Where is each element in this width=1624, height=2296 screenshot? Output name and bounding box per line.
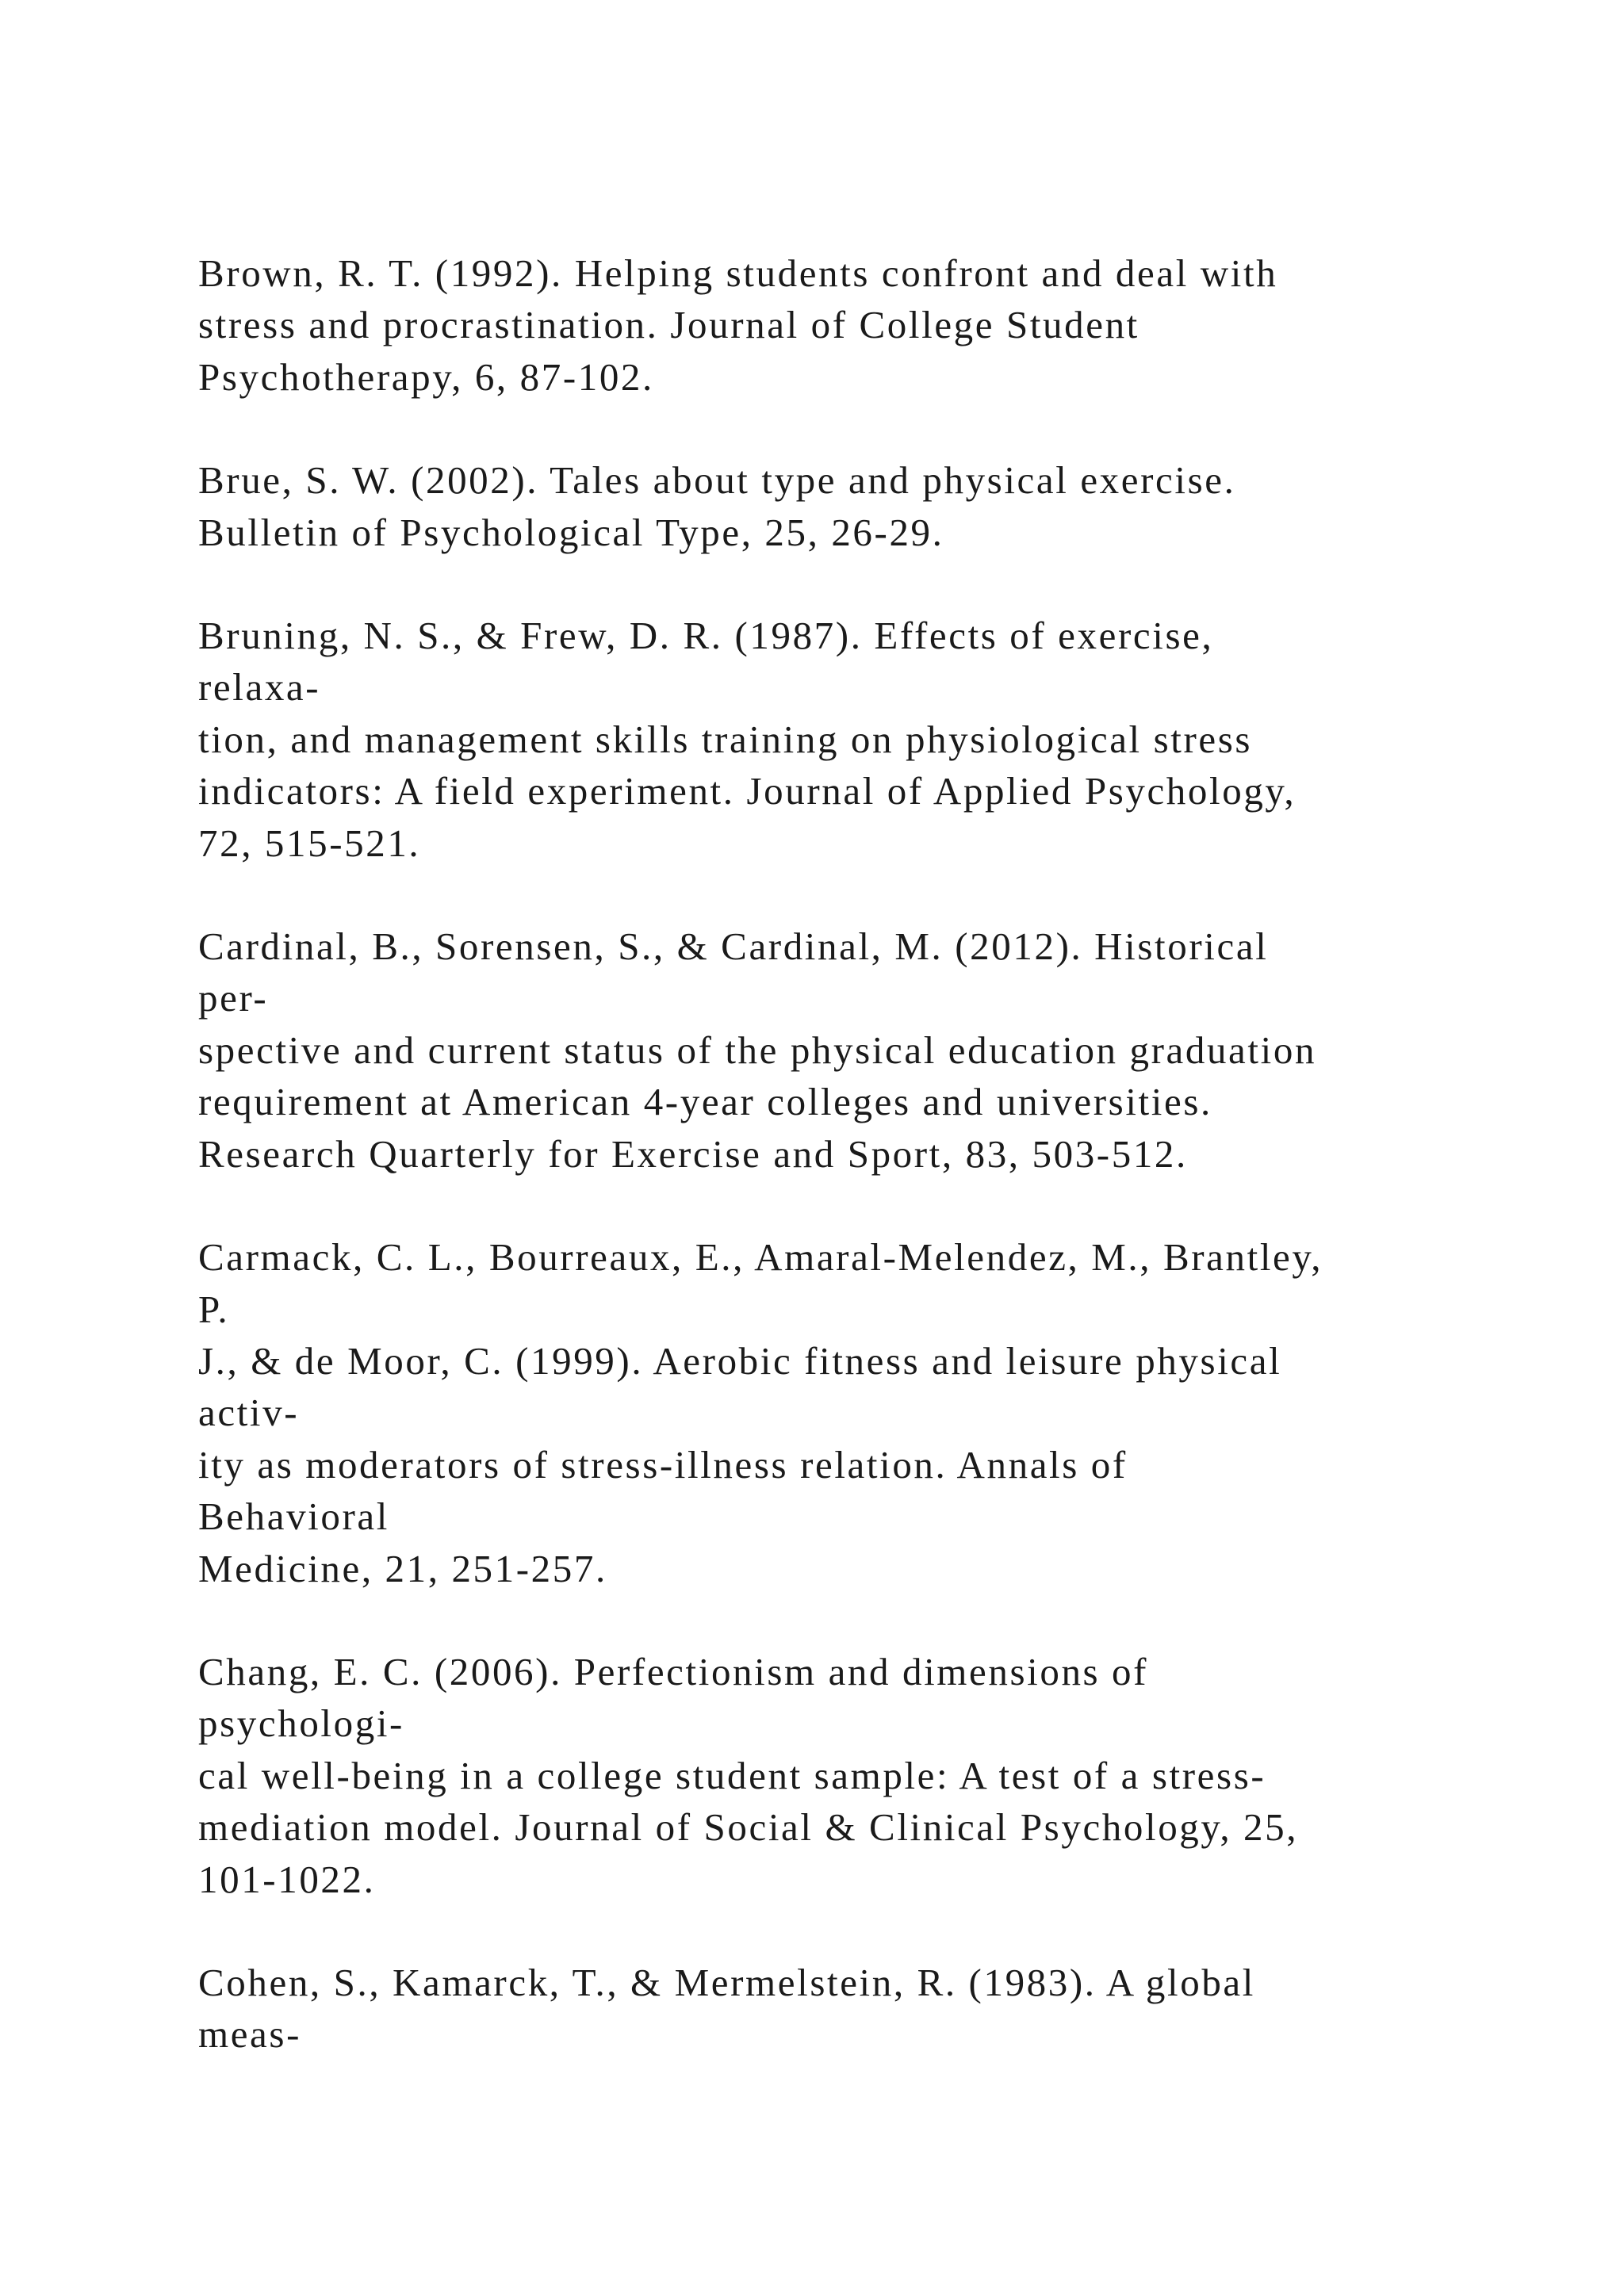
reference-line: meas- bbox=[198, 2012, 301, 2057]
reference-line: psychologi- bbox=[198, 1701, 404, 1746]
reference-line: requirement at American 4-year colleges and universities. bbox=[198, 1080, 1212, 1124]
reference-line: Medicine, 21, 251-257. bbox=[198, 1546, 607, 1590]
reference-entry-brown-1992 bbox=[198, 247, 1546, 403]
reference-line: 72, 515-521. bbox=[198, 821, 421, 865]
reference-line: Behavioral bbox=[198, 1494, 389, 1539]
reference-line: Cohen, S., Kamarck, T., & Mermelstein, R. (1983). A global bbox=[198, 1960, 1255, 2004]
reference-line: Chang, E. C. (2006). Perfectionism and dimensions of bbox=[198, 1649, 1149, 1693]
reference-line: Bulletin of Psychological Type, 25, 26-29. bbox=[198, 510, 944, 554]
reference-line: tion, and management skills training on physiological stress bbox=[198, 717, 1253, 761]
reference-line: activ- bbox=[198, 1391, 300, 1435]
reference-line: relaxa- bbox=[198, 665, 321, 710]
reference-line: 101-1022. bbox=[198, 1857, 376, 1901]
reference-entry-cardinal-2012 bbox=[198, 920, 1546, 1180]
reference-line: P. bbox=[198, 1287, 230, 1331]
reference-line: Research Quarterly for Exercise and Sport, 83, 503-512. bbox=[198, 1131, 1188, 1176]
reference-line: ity as moderators of stress-illness relation. Annals of bbox=[198, 1442, 1128, 1487]
reference-line: indicators: A field experiment. Journal of Applied Psychology, bbox=[198, 769, 1297, 813]
reference-line: Cardinal, B., Sorensen, S., & Cardinal, M. (2012). Historical bbox=[198, 924, 1269, 969]
reference-line: cal well-being in a college student sample: A test of a stress- bbox=[198, 1753, 1266, 1797]
reference-line: Carmack, C. L., Bourreaux, E., Amaral-Melendez, M., Brantley, bbox=[198, 1235, 1323, 1280]
reference-list bbox=[198, 247, 1546, 2112]
reference-line: per- bbox=[198, 976, 269, 1020]
reference-line: J., & de Moor, C. (1999). Aerobic fitness and leisure physical bbox=[198, 1338, 1282, 1383]
reference-line: Brown, R. T. (1992). Helping students confront and deal with bbox=[198, 251, 1278, 295]
reference-line: stress and procrastination. Journal of College Student bbox=[198, 303, 1139, 347]
reference-line: Bruning, N. S., & Frew, D. R. (1987). Effects of exercise, bbox=[198, 614, 1214, 658]
reference-line: Psychotherapy, 6, 87-102. bbox=[198, 354, 654, 399]
reference-entry-brue-2002 bbox=[198, 454, 1546, 558]
reference-entry-chang-2006 bbox=[198, 1646, 1546, 1905]
reference-line: mediation model. Journal of Social & Clinical Psychology, 25, bbox=[198, 1805, 1299, 1850]
reference-line: Brue, S. W. (2002). Tales about type and physical exercise. bbox=[198, 458, 1236, 503]
reference-entry-bruning-1987 bbox=[198, 610, 1546, 869]
reference-entry-cohen-1983 bbox=[198, 1957, 1546, 2061]
reference-entry-carmack-1999 bbox=[198, 1231, 1546, 1594]
reference-line: spective and current status of the physical education graduation bbox=[198, 1027, 1317, 1072]
